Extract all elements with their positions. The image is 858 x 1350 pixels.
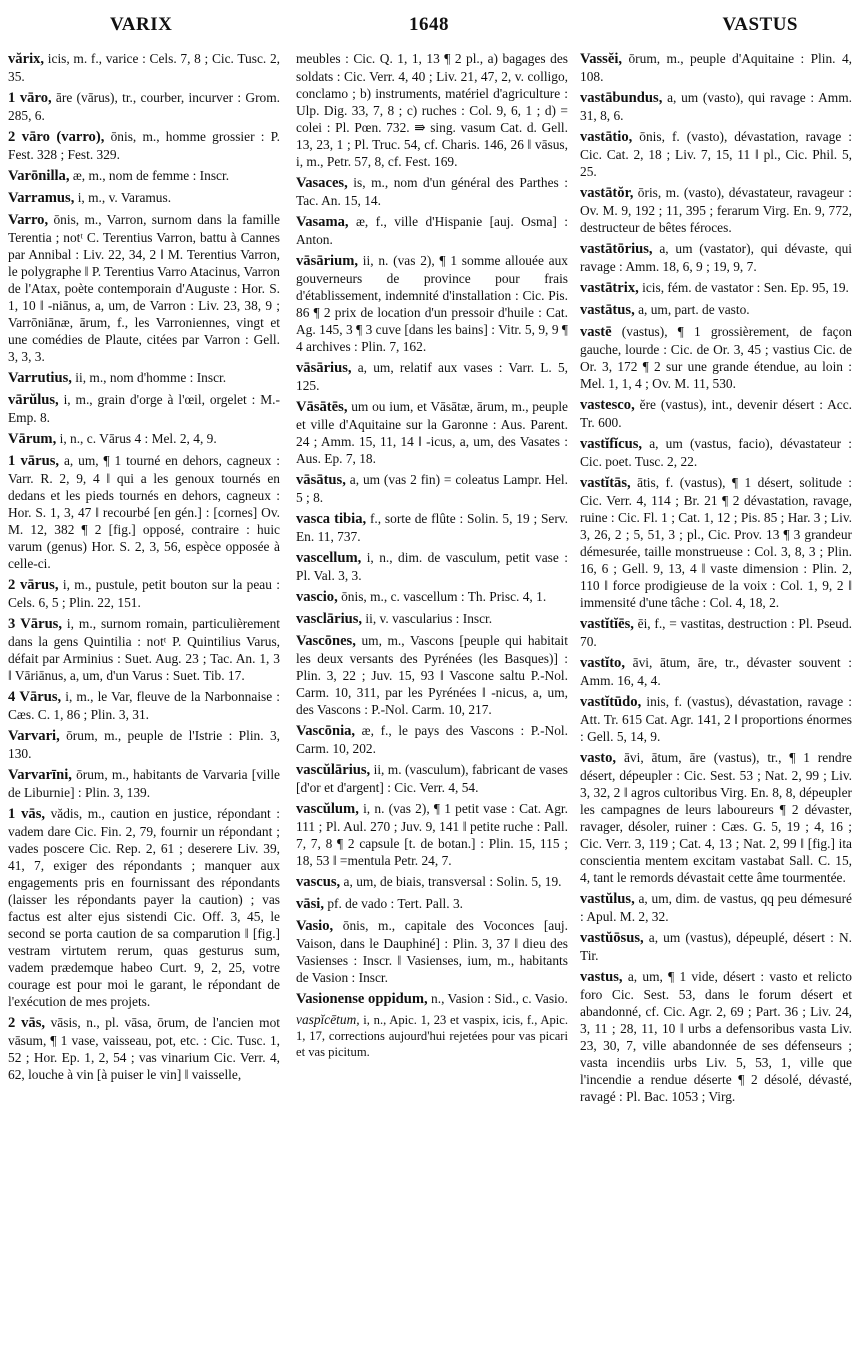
dictionary-entry — [580, 128, 852, 180]
dictionary-entry — [580, 749, 852, 886]
dictionary-entry — [296, 252, 568, 355]
entry-definition: um, m., Vascons [peuple qui habitait les deux versants des Pyrénées (les Basques)] : Plin. 3, 22 ; Juv. 15, 93 ‖ Vascone saltu P.-Nol. Carm. 10, 311, par les Pyrénées ‖ -nicus, a, um, des Vascons : P.-Nol. Carm. 10, 217. — [296, 633, 568, 717]
entry-headword: vastus, — [580, 969, 623, 985]
dictionary-entry — [8, 452, 280, 572]
dictionary-entry — [580, 240, 852, 275]
entry-definition: ōrum, m., peuple d'Aquitaine : Plin. 4, 108. — [580, 51, 852, 84]
entry-headword: vascŭlum, — [296, 801, 359, 817]
dictionary-entry — [580, 654, 852, 689]
entry-headword: vastātrix, — [580, 280, 639, 296]
entry-headword: vāsārius, — [296, 360, 352, 376]
entry-definition: i, n. (vas 2), ¶ 1 petit vase : Cat. Agr. 111 ; Pl. Aul. 270 ; Juv. 9, 141 ‖ petite ruche : Pall. 7, 7, 8 ¶ 2 capsule [t. de botan.] : Plin. 15, 115 ; 18, 53 ‖ =mentula Petr. 24, 7. — [296, 801, 568, 868]
entry-definition: vădis, m., caution en justice, répondant : vadem dare Cic. Fin. 2, 79, fournir un répondant ; vades poscere Cic. Rep. 2, 61 ; deserere Liv. 39, 41, 7, exiger des répondants ; manquer aux engagements pris en fournissant des répondants (laisser les répondants payer la caution) ; vas factus est alter ejus sistendi Cic. Off. 3, 45, le second se porta caution de sa comparution ‖ [fig.] vestram virtutem rerum, quas gesturus sum, vadem prædemque habeo Curt. 9, 2, 25, votre courage est pour moi le garant, le répondant de l'exécution de mes projets. — [8, 806, 280, 1009]
entry-headword: vasca tibia, — [296, 511, 367, 527]
entry-headword: Vārum, — [8, 431, 57, 447]
dictionary-entry — [296, 610, 568, 628]
running-head — [0, 14, 858, 44]
entry-headword: Vascōnes, — [296, 633, 356, 649]
entry-headword: 1 vāro, — [8, 90, 52, 106]
entry-headword: 4 Vārus, — [8, 689, 62, 705]
dictionary-entry — [296, 1012, 568, 1060]
entry-definition: i, m., v. Varamus. — [74, 190, 172, 205]
dictionary-entry — [296, 398, 568, 467]
entry-definition: ĕre (vastus), int., devenir désert : Acc. Tr. 600. — [580, 397, 852, 430]
entry-headword: 2 vāro (varro), — [8, 129, 105, 145]
dictionary-entry — [8, 89, 280, 124]
entry-definition: vāsis, n., pl. vāsa, ōrum, de l'ancien mot vāsum, ¶ 1 vase, vaisseau, pot, etc. : Cic. Tusc. 1, 52 ; Hor. Ep. 1, 2, 54 ; vas vinarium Cic. Verr. 4, 62, louche à vin [à puiser le vin] ‖ vaisselle, — [8, 1015, 280, 1082]
column-3 — [580, 50, 852, 1342]
entry-definition: pf. de vado : Tert. Pall. 3. — [323, 896, 464, 911]
entry-definition: ōrum, m., habitants de Varvaria [ville de Liburnie] : Plin. 3, 139. — [8, 767, 280, 800]
entry-definition: æ, f., ville d'Hispanie [auj. Osma] : Anton. — [296, 214, 568, 247]
entry-headword: 2 vās, — [8, 1015, 46, 1031]
entry-headword: vastŭlus, — [580, 891, 635, 907]
dictionary-entry — [580, 615, 852, 650]
entry-definition: a, um, relatif aux vases : Varr. L. 5, 125. — [296, 360, 568, 393]
entry-definition: n., Vasion : Sid., c. Vasio. — [427, 991, 568, 1006]
dictionary-entry — [580, 435, 852, 470]
dictionary-entry — [580, 184, 852, 236]
dictionary-entry — [8, 128, 280, 163]
entry-definition: ii, m. (vasculum), fabricant de vases [d'or et d'argent] : Cic. Verr. 4, 54. — [296, 762, 568, 795]
entry-headword: vārŭlus, — [8, 392, 59, 408]
entry-definition: i, n., dim. de vasculum, petit vase : Pl. Val. 3, 3. — [296, 550, 568, 583]
running-head-first-word: VARIX — [110, 14, 173, 35]
dictionary-entry — [296, 800, 568, 869]
dictionary-entry — [580, 474, 852, 611]
dictionary-entry — [580, 929, 852, 964]
dictionary-entry — [296, 917, 568, 986]
entry-definition: a, um (vastus), dépeuplé, désert : N. Tir. — [580, 930, 852, 963]
entry-definition: āvi, ātum, āre (vastus), tr., ¶ 1 rendre désert, dépeupler : Cic. Sest. 53 ; Nat. 2, 99 ; Liv. 3, 32, 2 ‖ agros cultoribus Virg. En. 8, 8, dépeupler les campagnes de leurs laboureurs ¶ 2 dévaster, ravager, désoler, ruiner : Cæs. G. 5, 19 ; 4, 16 ; Cic. Verr. 3, 119 ; Cat. 4, 13 ; Nat. 2, 99 ‖ [fig.] ita conscientia mentem excitam vastabat Sall. C. 15, 4, tant le remords dévastait cette âme tourmentée. — [580, 750, 852, 885]
entry-headword: Varro, — [8, 212, 49, 228]
entry-definition: ōnis, m., capitale des Voconces [auj. Vaison, dans le Dauphiné] : Plin. 3, 37 ‖ dieu des Vasienses : Inscr. ‖ Vasienses, ium, m., habitants de Vasion : Inscr. — [296, 918, 568, 985]
entry-definition: i, m., le Var, fleuve de la Narbonnaise : Cæs. C. 1, 86 ; Plin. 3, 31. — [8, 689, 280, 722]
dictionary-entry — [296, 990, 568, 1008]
dictionary-entry — [580, 50, 852, 85]
entry-headword: vascellum, — [296, 550, 362, 566]
dictionary-entry — [296, 549, 568, 584]
dictionary-columns — [8, 50, 850, 1345]
entry-headword: Varramus, — [8, 190, 75, 206]
entry-definition: a, um (vas 2 fin) = coleatus Lampr. Hel. 5 ; 8. — [296, 472, 568, 505]
dictionary-entry — [580, 89, 852, 124]
entry-headword: Vasaces, — [296, 175, 348, 191]
dictionary-entry — [296, 722, 568, 757]
column-2 — [296, 50, 568, 1342]
entry-headword: Vassĕi, — [580, 51, 623, 67]
page-number: 1648 — [409, 14, 449, 35]
dictionary-entry — [296, 895, 568, 913]
dictionary-entry — [296, 471, 568, 506]
dictionary-entry — [8, 688, 280, 723]
dictionary-entry — [296, 213, 568, 248]
entry-headword: vascŭlārius, — [296, 762, 371, 778]
entry-headword: Varvari, — [8, 728, 60, 744]
dictionary-entry — [8, 391, 280, 426]
entry-definition: f., sorte de flûte : Solin. 5, 19 ; Serv. En. 11, 737. — [296, 511, 568, 544]
entry-headword: vastātus, — [580, 302, 635, 318]
entry-definition: icis, fém. de vastator : Sen. Ep. 95, 19. — [638, 280, 849, 295]
entry-headword: Vasama, — [296, 214, 349, 230]
dictionary-entry — [8, 615, 280, 684]
entry-headword: vastŭōsus, — [580, 930, 644, 946]
entry-headword: vastesco, — [580, 397, 635, 413]
entry-definition: ii, n. (vas 2), ¶ 1 somme allouée aux gouverneurs de province pour frais d'établissement, indemnité d'installation : Cic. Pis. 86 ¶ 2 prix de location d'un pressoir d'huile : Cat. Ag. 145, 3 ¶ 3 cuve [dans les bains] : Vitr. 5, 9, 9 ¶ 4 archives : Plin. 7, 162. — [296, 253, 568, 354]
entry-definition: a, um (vastator), qui dévaste, qui ravage : Amm. 18, 6, 9 ; 19, 9, 7. — [580, 241, 852, 274]
entry-definition: a, um, part. de vasto. — [634, 302, 750, 317]
entry-headword: 1 vārus, — [8, 453, 60, 469]
dictionary-entry — [8, 805, 280, 1010]
dictionary-entry — [580, 693, 852, 745]
entry-definition: æ, m., nom de femme : Inscr. — [69, 168, 230, 183]
entry-headword: Varōnilla, — [8, 168, 70, 184]
entry-headword: vāsātus, — [296, 472, 346, 488]
entry-definition: ōnis, m., Varron, surnom dans la famille Terentia ; notᵗ C. Terentius Varron, battu à Cannes par Annibal : Liv. 22, 34, 2 ‖ M. Terentius Varron, le polygraphe ‖ P. Terentius Varro Atacinus, Varron de l'Atax, poète contemporain d'Auguste : Hor. S. 1, 10 ‖ -niānus, a, um, de Varron : Liv. 23, 38, 9 ; Varrōniānæ, ārum, f., les Varroniennes, vingt et une comédies de Plaute, citées par Varron : Gell. 3, 3, 3. — [8, 212, 280, 364]
dictionary-entry — [8, 369, 280, 387]
entry-headword: vastĭtūdo, — [580, 694, 642, 710]
entry-headword: vastātōrius, — [580, 241, 653, 257]
entry-headword: vărix, — [8, 51, 45, 67]
entry-definition: ōnis, m., c. vascellum : Th. Prisc. 4, 1. — [337, 589, 547, 604]
entry-headword: vaspĭcētum, — [296, 1012, 360, 1027]
dictionary-entry — [580, 968, 852, 1105]
entry-headword: Vāsātēs, — [296, 399, 348, 415]
entry-definition: is, m., nom d'un général des Parthes : Tac. An. 15, 14. — [296, 175, 568, 208]
dictionary-entry — [296, 761, 568, 796]
entry-headword: Varvarīni, — [8, 767, 72, 783]
entry-headword: Vascōnia, — [296, 723, 356, 739]
dictionary-entry — [580, 301, 852, 319]
dictionary-entry — [296, 510, 568, 545]
entry-definition: a, um, de biais, transversal : Solin. 5, 19. — [340, 874, 562, 889]
dictionary-entry — [580, 279, 852, 297]
entry-definition: ōrum, m., peuple de l'Istrie : Plin. 3, 130. — [8, 728, 280, 761]
entry-headword: vastātio, — [580, 129, 633, 145]
dictionary-entry — [296, 632, 568, 718]
column-1 — [8, 50, 280, 1342]
entry-definition: (vastus), ¶ 1 grossièrement, de façon gauche, lourde : Cic. de Or. 3, 45 ; vastius Cic. de Or. 3, 172 ¶ 2 sur une grande étendue, au loin : Mel. 1, 1, 4 ; Ov. M. 11, 530. — [580, 324, 852, 391]
entry-headword: vāsārium, — [296, 253, 359, 269]
entry-definition: i, m., pustule, petit bouton sur la peau : Cels. 6, 5 ; Plin. 22, 151. — [8, 577, 280, 610]
dictionary-entry — [8, 50, 280, 85]
entry-definition: āre (vārus), tr., courber, incurver : Grom. 285, 6. — [8, 90, 280, 123]
entry-headword: vastātŏr, — [580, 185, 634, 201]
running-head-last-word: VASTUS — [722, 14, 798, 35]
entry-headword: Vasio, — [296, 918, 334, 934]
entry-definition: meubles : Cic. Q. 1, 1, 13 ¶ 2 pl., a) bagages des soldats : Cic. Verr. 4, 40 ; Liv. 21, 47, 2, v. colligo, conclamo ; b) instruments, matériel d'agriculture : Ulp. Dig. 33, 7, 8 ; c) ruches : Col. 9, 6, 1 ; d) = colei : Pl. Pœn. 732. ⇛ sing. vasum Cat. d. Gell. 13, 23, 1 ; Pl. Truc. 54, cf. Charis. 146, 26 ‖ vāsus, i, m., Petr. 57, 8, cf. Fest. 169. — [296, 51, 568, 169]
entry-definition: ōnis, m., homme grossier : P. Fest. 328 ; Fest. 329. — [8, 129, 280, 162]
entry-headword: vasto, — [580, 750, 617, 766]
entry-headword: 2 vārus, — [8, 577, 59, 593]
entry-definition: a, um (vastus, facio), dévastateur : Cic. poet. Tusc. 2, 22. — [580, 436, 852, 469]
dictionary-entry — [296, 50, 568, 170]
entry-definition: āvi, ātum, āre, tr., dévaster souvent : Amm. 16, 4, 4. — [580, 655, 852, 688]
entry-headword: vasclārius, — [296, 611, 363, 627]
entry-headword: vascio, — [296, 589, 338, 605]
entry-headword: vastĭto, — [580, 655, 625, 671]
dictionary-entry — [580, 396, 852, 431]
dictionary-entry — [296, 174, 568, 209]
entry-definition: i, m., grain d'orge à l'œil, orgelet : M.-Emp. 8. — [8, 392, 280, 425]
entry-definition: icis, m. f., varice : Cels. 7, 8 ; Cic. Tusc. 2, 35. — [8, 51, 280, 84]
dictionary-entry — [8, 430, 280, 448]
entry-headword: vascus, — [296, 874, 341, 890]
entry-headword: vāsi, — [296, 896, 324, 912]
entry-headword: 3 Vārus, — [8, 616, 63, 632]
entry-definition: um ou ium, et Vāsātæ, ārum, m., peuple et ville d'Aquitaine sur la Garonne : Aus. Parent. 24 ; Amm. 15, 11, 14 ‖ -icus, a, um, des Vasates : Aus. Ep. 7, 18. — [296, 399, 568, 466]
dictionary-entry — [8, 211, 280, 365]
dictionary-entry — [580, 323, 852, 392]
entry-definition: i, m., surnom romain, particulièrement dans la gens Quintilia : notᵗ P. Quintilius Varus, défait par Arminius : Suet. Aug. 23 ; Tac. An. 1, 3 ‖ Vāriānus, a, um, d'un Varus : Suet. Tib. 17. — [8, 616, 280, 683]
entry-definition: a, um, dim. de vastus, qq peu démesuré : Apul. M. 2, 32. — [580, 891, 852, 924]
entry-definition: a, um, ¶ 1 tourné en dehors, cagneux : Varr. R. 2, 9, 4 ‖ qui a les genoux tournés en dedans et les pieds tournés en dehors, cagneux : Hor. S. 1, 3, 47 ‖ recourbé [en gén.] : [cornes] Ov. M. 12, 382 ¶ 2 [fig.] opposé, contraire : huic varum (genus) Hor. S. 2, 3, 56, espèce opposée à celle-ci. — [8, 453, 280, 571]
entry-headword: 1 vās, — [8, 806, 46, 822]
entry-definition: ii, v. vascularius : Inscr. — [362, 611, 493, 626]
entry-definition: ōnis, f. (vasto), dévastation, ravage : Cic. Cat. 2, 18 ; Liv. 7, 15, 11 ‖ pl., Cic. Phil. 5, 25. — [580, 129, 852, 179]
entry-headword: vastĭtĭēs, — [580, 616, 634, 632]
dictionary-entry — [580, 890, 852, 925]
entry-definition: i, n., Apic. 1, 23 et vaspix, icis, f., Apic. 1, 17, corrections aujourd'hui rejetées pour vas picari et vas picitum. — [296, 1013, 568, 1059]
entry-headword: vastābundus, — [580, 90, 663, 106]
dictionary-entry — [8, 167, 280, 185]
dictionary-entry — [296, 359, 568, 394]
entry-definition: i, n., c. Vārus 4 : Mel. 2, 4, 9. — [56, 431, 217, 446]
entry-definition: æ, f., le pays des Vascons : P.-Nol. Carm. 10, 202. — [296, 723, 568, 756]
entry-headword: vastĭfĭcus, — [580, 436, 643, 452]
entry-headword: Varrutius, — [8, 370, 72, 386]
entry-definition: a, um, ¶ 1 vide, désert : vasto et relicto foro Cic. Sest. 53, dans le forum désert et abandonné, cf. Cic. Agr. 2, 69 ; Part. 36 ; Liv. 24, 3, 11 ; 28, 11, 10 ‖ urbs a defensoribus vasta Liv. 23, 30, 7, ville abandonnée de ses défenseurs ; vasta incendiis urbs Liv. 5, 53, 1, ville que l'incendie a rendue déserte ¶ 2 désolé, dévasté, ravagé : Pl. Bac. 1053 ; Virg. — [580, 969, 852, 1104]
entry-definition: ōris, m. (vasto), dévastateur, ravageur : Ov. M. 9, 192 ; 11, 395 ; ferarum Virg. En. 9, 772, destructeur de bêtes féroces. — [580, 185, 852, 235]
dictionary-entry — [8, 1014, 280, 1083]
entry-headword: Vasionense oppidum, — [296, 991, 428, 1007]
dictionary-entry — [8, 766, 280, 801]
dictionary-entry — [296, 873, 568, 891]
entry-definition: a, um (vasto), qui ravage : Amm. 31, 8, 6. — [580, 90, 852, 123]
entry-definition: inis, f. (vastus), dévastation, ravage : Att. Tr. 615 Cat. Agr. 141, 2 ‖ proportions énormes : Gell. 5, 14, 9. — [580, 694, 852, 744]
entry-definition: ii, m., nom d'homme : Inscr. — [71, 370, 227, 385]
entry-definition: ēi, f., = vastitas, destruction : Pl. Pseud. 70. — [580, 616, 852, 649]
dictionary-entry — [296, 588, 568, 606]
entry-headword: vastē — [580, 324, 612, 340]
dictionary-entry — [8, 727, 280, 762]
dictionary-entry — [8, 576, 280, 611]
entry-definition: ātis, f. (vastus), ¶ 1 désert, solitude : Cic. Verr. 4, 114 ; Br. 21 ¶ 2 dévastation, ravage, ruine : Cic. Fl. 1 ; Cat. 1, 12 ; Pis. 85 ; Har. 3 ; Liv. 3, 26, 2 ; 5, 51, 3 ; pl., Cic. Prov. 13 ¶ 3 grandeur démesurée, taille monstrueuse : Col. 3, 8, 3 ; Plin. 16, 6 ; Gell. 9, 13, 4 ‖ vaste dimension : Plin. 2, 110 ‖ force prodigieuse de la voix : Col. 1, 9, 2 ‖ immensité d'une tâche : Col. 4, 18, 2. — [580, 475, 852, 610]
entry-headword: vastĭtās, — [580, 475, 631, 491]
dictionary-entry — [8, 189, 280, 207]
